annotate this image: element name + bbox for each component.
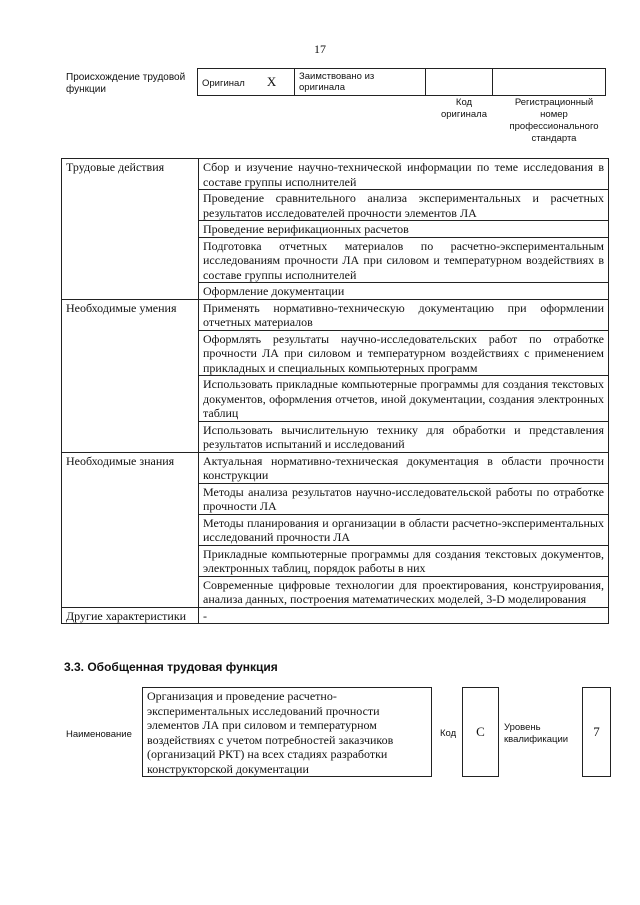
origin-original-cell [198,69,295,96]
origin-original-label: Оригинал [202,77,245,89]
section-title: 3.3. Обобщенная трудовая функция [64,660,278,674]
origin-reg-cell [493,69,606,96]
table-cell: Актуальная нормативно-техническая документация в области прочности конструкции [199,452,609,483]
table-row [62,452,609,483]
origin-borrowed-cell: Заимствовано из оригинала [295,69,426,96]
table-cell: Прикладные компьютерные программы для создания текстовых документов, электронных таблиц, порядок работы в них [199,545,609,576]
function-name-value: Организация и проведение расчетно-экспериментальных исследований прочности элементов ЛА при силовом и температурном воздействиях с учетом потребностей заказчиков (организаций РКТ) на всех стадиях разработки конструкторской документации [142,687,432,777]
table-cell: Оформлять результаты научно-исследовательских работ по отработке прочности ЛА при силовом и температурном воздействиях с применением прикладных и специальных компьютерных программ [199,330,609,376]
table-cell: Оформление документации [199,283,609,300]
origin-code-caption: Код оригинала [440,97,487,120]
labor-actions-label: Трудовые действия [62,159,199,300]
table-row [62,159,609,190]
other-characteristics-value: - [199,607,609,624]
required-skills-label: Необходимые умения [62,299,199,452]
function-code-label: Код [440,728,457,739]
table-cell: Использовать вычислительную технику для обработки и представления результатов испытаний и исследований [199,421,609,452]
table-cell: Проведение верификационных расчетов [199,221,609,238]
function-code-value: C [462,687,499,777]
origin-label: Происхождение трудовой функции [66,72,186,95]
table-row [62,299,609,330]
table-row [62,607,609,624]
origin-reg-caption: Регистрационный номер профессионального стандарта [509,97,599,144]
table-cell: Методы планирования и организации в области расчетно-экспериментальных исследований прочности ЛА [199,514,609,545]
required-knowledge-label: Необходимые знания [62,452,199,607]
table-cell: Подготовка отчетных материалов по расчетно-экспериментальным исследованиям прочности ЛА при силовом и температурном воздействиях в составе группы исполнителей [199,237,609,283]
other-characteristics-label: Другие характеристики [62,607,199,624]
function-details-table [61,158,609,624]
qualification-level-value: 7 [582,687,611,777]
table-cell: Использовать прикладные компьютерные программы для создания текстовых документов, оформления отчетов, иной документации, создания электронных таблиц [199,376,609,422]
origin-table [197,68,606,96]
table-cell: Современные цифровые технологии для проектирования, конструирования, анализа данных, построения математических моделей, 3-D моделирования [199,576,609,607]
table-cell: Применять нормативно-техническую документацию при оформлении отчетных материалов [199,299,609,330]
table-cell: Методы анализа результатов научно-исследовательской работы по отработке прочности ЛА [199,483,609,514]
qualification-level-label: Уровень квалификации [504,722,569,745]
function-name-label: Наименование [66,729,132,740]
origin-code-cell [426,69,493,96]
table-cell: Сбор и изучение научно-технической информации по теме исследования в составе группы исполнителей [199,159,609,190]
page-number: 17 [314,42,326,56]
table-cell: Проведение сравнительного анализа экспериментальных и расчетных результатов исследователей прочности элементов ЛА [199,190,609,221]
origin-original-mark: X [266,73,277,89]
